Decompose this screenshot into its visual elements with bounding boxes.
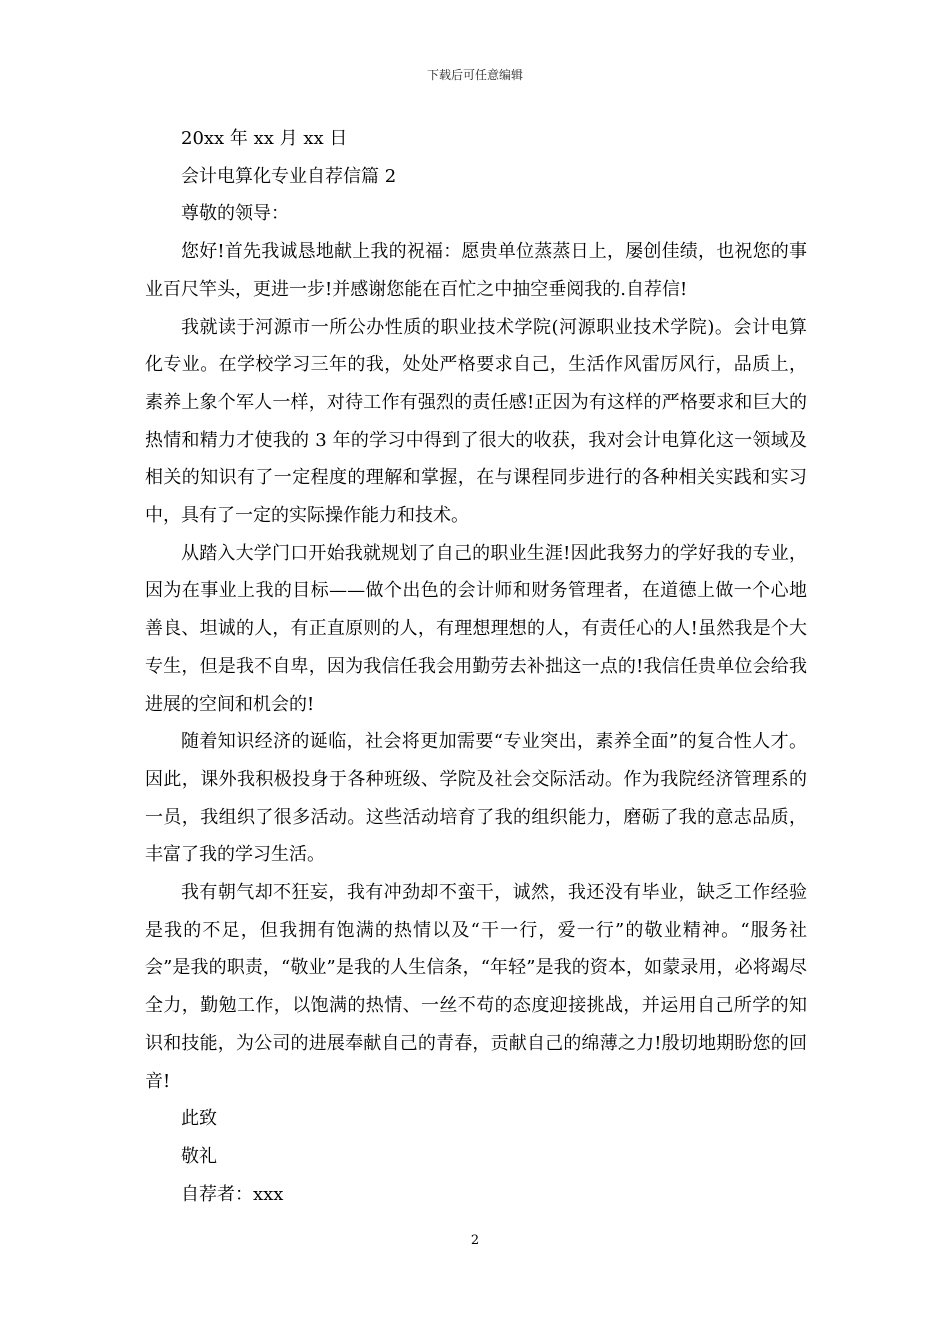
paragraph-education: 我就读于河源市一所公办性质的职业技术学院(河源职业技术学院)。会计电算化专业。在学校学习三年的我，处处严格要求自己，生活作风雷厉风行，品质上，素养上象个军人一样，对待工作有强烈的责任感!正因为有这样的严格要求和巨大的热情和精力才使我的 3 年的学习中得到了很大的收获，我对会计电算化这一领域及相关的知识有了一定程度的理解和掌握，在与课程同步进行的各种相关实践和实习中，具有了一定的实际操作能力和技术。 <box>145 316 807 527</box>
paragraph-greeting: 您好!首先我诚恳地献上我的祝福：愿贵单位蒸蒸日上，屡创佳绩，也祝您的事业百尺竿头，更进一步!并感谢您能在百忙之中抽空垂阅我的.自荐信! <box>145 241 807 300</box>
letter-body <box>145 120 807 1213</box>
letter-title: 会计电算化专业自荐信篇 2 <box>181 165 397 187</box>
letter-closing-1: 此致 <box>181 1108 217 1130</box>
page-number: 2 <box>470 1233 480 1248</box>
paragraph-commitment: 我有朝气却不狂妄，我有冲劲却不蛮干，诚然，我还没有毕业，缺乏工作经验是我的不足，但我拥有饱满的热情以及“干一行，爱一行”的敬业精神。“服务社会”是我的职责，“敬业”是我的人生信条，“年轻”是我的资本，如蒙录用，必将竭尽全力，勤勉工作，以饱满的热情、一丝不苟的态度迎接挑战，并运用自己所学的知识和技能，为公司的进展奉献自己的青春，贡献自己的绵薄之力!殷切地期盼您的回音! <box>145 882 807 1092</box>
letter-date: 20xx 年 xx 月 xx 日 <box>181 128 348 149</box>
letter-closing-2: 敬礼 <box>181 1145 217 1167</box>
paragraph-activities: 随着知识经济的诞临，社会将更加需要“专业突出，素养全面”的复合性人才。因此，课外我积极投身于各种班级、学院及社会交际活动。作为我院经济管理系的一员，我组织了很多活动。这些活动培育了我的组织能力，磨砺了我的意志品质，丰富了我的学习生活。 <box>145 731 807 866</box>
paragraph-career-goals: 从踏入大学门口开始我就规划了自己的职业生涯!因此我努力的学好我的专业，因为在事业上我的目标——做个出色的会计师和财务管理者，在道德上做一个心地善良、坦诚的人，有正直原则的人，有理想理想的人，有责任心的人!虽然我是个大专生，但是我不自卑，因为我信任我会用勤劳去补拙这一点的!我信任贵单位会给我进展的空间和机会的! <box>145 542 807 715</box>
page-header-note: 下载后可任意编辑 <box>426 68 523 82</box>
letter-salutation: 尊敬的领导： <box>181 203 289 225</box>
letter-signature: 自荐者：xxx <box>181 1183 284 1205</box>
